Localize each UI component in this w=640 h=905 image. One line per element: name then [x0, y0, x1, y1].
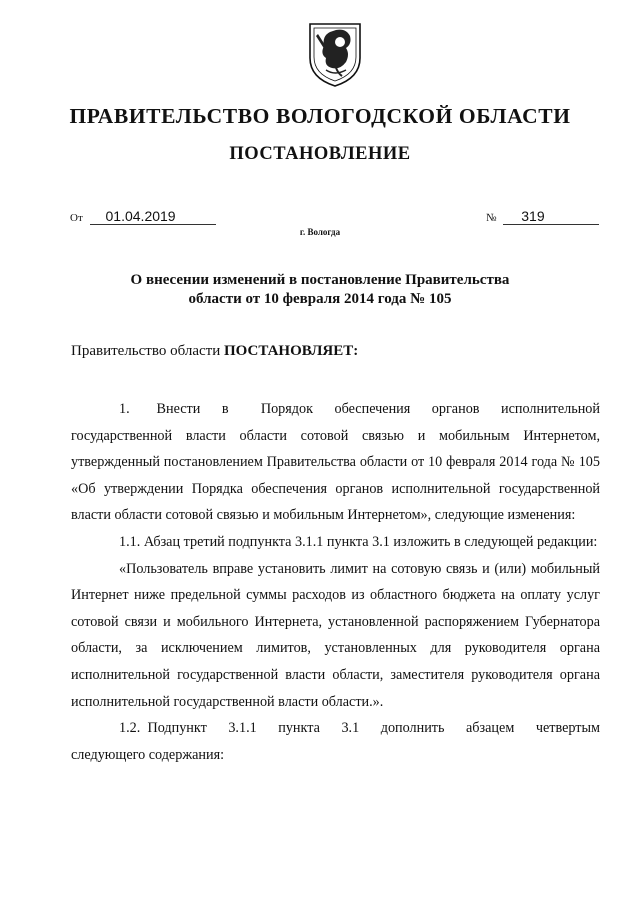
number-field [486, 208, 599, 225]
document-body [71, 396, 604, 768]
city-label: г. Вологда [299, 227, 341, 237]
date-field [70, 208, 216, 225]
paragraph-1-1: 1.1. Абзац третий подпункта 3.1.1 пункта 3.1 изложить в следующей редакции: [119, 533, 598, 550]
subject-line-2: области от 10 февраля 2014 года № 105 [188, 291, 452, 307]
number-label: № [486, 212, 497, 224]
preamble [71, 343, 358, 360]
date-value: 01.04.2019 [90, 208, 216, 225]
organization-title: ПРАВИТЕЛЬСТВО ВОЛОГОДСКОЙ ОБЛАСТИ [69, 104, 571, 128]
subject-line-1: О внесении изменений в постановление Правительства [130, 272, 510, 288]
paragraph-1: 1. Внести в Порядок обеспечения органов исполнительной государственной власти области сотовой связью и мобильным Интернетом, утвержденный постановлением Правительства области от 10 февраля 2014 года № 105 «Об утверждении Порядка обеспечения органов исполнительной государственной власти области сотовой связью и мобильным Интернетом», следующие изменения: [71, 401, 604, 524]
document-type: ПОСТАНОВЛЕНИЕ [229, 144, 411, 164]
preamble-emphasis: ПОСТАНОВЛЯЕТ: [223, 343, 359, 359]
document-subject [0, 271, 640, 309]
coat-of-arms-emblem [306, 20, 364, 88]
date-label: От [70, 212, 83, 224]
number-value: 319 [503, 208, 599, 225]
paragraph-quote: «Пользователь вправе установить лимит на сотовую связь и (или) мобильный Интернет ниже предельной суммы расходов из областного бюджета на оплату услуг сотовой связи и мобильного Интернета, установленной распоряжением Губернатора области, за исключением лимитов, установленных для руководителя органа исполнительной государственной власти области, заместителя руководителя органа исполнительной государственной власти области.». [71, 560, 600, 710]
preamble-text: Правительство области [71, 343, 224, 359]
paragraph-1-2: 1.2. Подпункт 3.1.1 пункта 3.1 дополнить абзацем четвертым следующего содержания: [71, 720, 604, 763]
